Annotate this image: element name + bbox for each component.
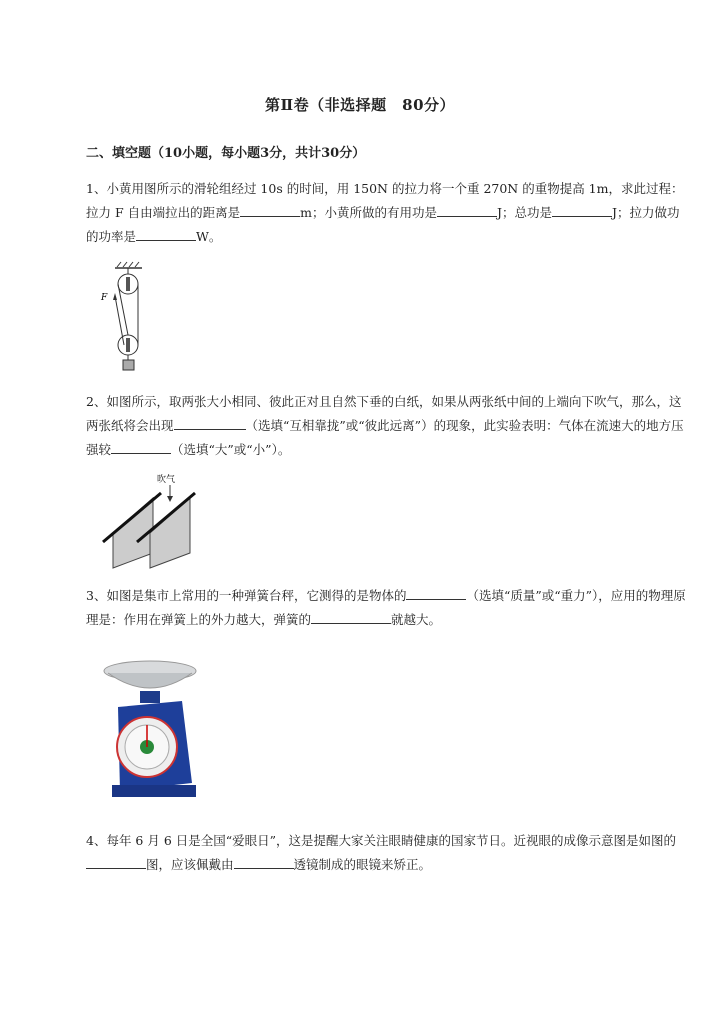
question-2 bbox=[86, 390, 686, 462]
q1-text: J；总功是 bbox=[496, 205, 552, 220]
answer-blank[interactable] bbox=[311, 609, 391, 624]
blow-label: 吹气 bbox=[157, 475, 176, 485]
q2-text: （选填“互相靠拢”或“彼此远离”）的现象，此实验表明：气体在流速大的地方压强较 bbox=[86, 418, 684, 457]
answer-blank[interactable] bbox=[234, 854, 294, 869]
answer-blank[interactable] bbox=[174, 415, 246, 430]
q4-text: 透镜制成的眼镜来矫正。 bbox=[293, 857, 432, 872]
two-papers-figure bbox=[95, 468, 210, 573]
force-label: F bbox=[101, 293, 108, 303]
q4-text: 4、每年 6 月 6 日是全国“爱眼日”，这是提醒大家关注眼睛健康的国家节日。近视眼的成像示意图是如图的 bbox=[86, 833, 677, 848]
pulley-figure bbox=[90, 260, 200, 380]
question-3 bbox=[86, 584, 686, 632]
answer-blank[interactable] bbox=[240, 202, 300, 217]
q2-text: 2、如图所示，取两张大小相同、彼此正对且自然下垂的白纸，如果从两张纸中间的上端向下吹气，那么，这两张纸将会出现 bbox=[86, 394, 682, 433]
answer-blank[interactable] bbox=[437, 202, 497, 217]
question-1 bbox=[86, 177, 686, 249]
section-heading: 二、填空题（10小题，每小题3分，共计30分） bbox=[86, 146, 366, 161]
page-title: 第Ⅱ卷（非选择题 80分） bbox=[264, 96, 456, 114]
q4-text: 图，应该佩戴由 bbox=[146, 857, 234, 872]
q1-text: m；小黄所做的有用功是 bbox=[300, 205, 437, 220]
q3-text: 就越大。 bbox=[391, 612, 442, 627]
answer-blank[interactable] bbox=[136, 226, 196, 241]
q3-text: 3、如图是集市上常用的一种弹簧台秤，它测得的是物体的 bbox=[86, 588, 407, 603]
q1-text: W。 bbox=[196, 229, 222, 244]
answer-blank[interactable] bbox=[86, 854, 146, 869]
q1-text: J；拉力做功的功率是 bbox=[86, 205, 680, 244]
question-4 bbox=[86, 829, 686, 877]
answer-blank[interactable] bbox=[111, 439, 171, 454]
q2-text: （选填“大”或“小”）。 bbox=[171, 442, 291, 457]
answer-blank[interactable] bbox=[406, 585, 466, 600]
q1-text: 1、小黄用图所示的滑轮组经过 10s 的时间，用 150N 的拉力将一个重 270N 的重物提高 1m，求此过程：拉力 F 自由端拉出的距离是 bbox=[86, 181, 684, 220]
q3-text: （选填“质量”或“重力”），应用的物理原理是：作用在弹簧上的外力越大，弹簧的 bbox=[86, 588, 686, 627]
answer-blank[interactable] bbox=[552, 202, 612, 217]
spring-scale-figure bbox=[100, 655, 205, 805]
